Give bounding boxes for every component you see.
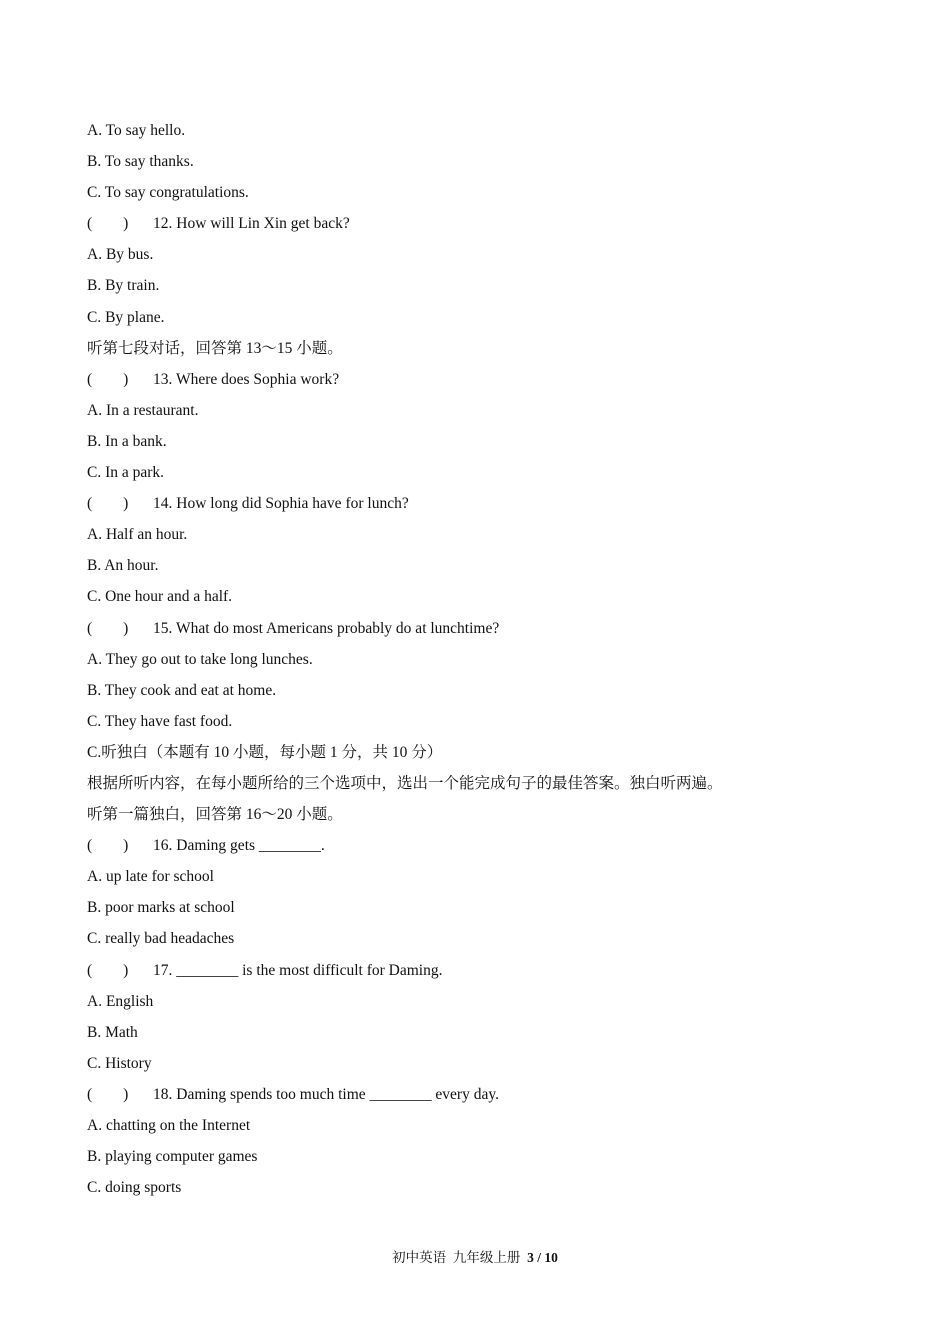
option-line: A. chatting on the Internet: [87, 1117, 251, 1134]
answer-blank: ( ): [87, 619, 129, 637]
question-line: [87, 835, 887, 866]
option-line: B. An hour.: [87, 557, 159, 575]
option-line: C. doing sports: [87, 1179, 182, 1197]
option-line: A. Half an hour.: [87, 526, 188, 544]
option-line: C. In a park.: [87, 464, 165, 482]
answer-blank: ( ): [87, 370, 129, 388]
option-line: C. really bad headaches: [87, 930, 235, 948]
option-line: C. By plane.: [87, 308, 165, 326]
option-line: B. They cook and eat at home.: [87, 681, 277, 699]
footer-separator: /: [537, 1250, 541, 1265]
question-line: [87, 493, 887, 524]
question-text: 17. ________ is the most difficult for Daming.: [153, 961, 443, 979]
section-heading: C.听独白（本题有 10 小题，每小题 1 分，共 10 分）: [87, 743, 443, 761]
question-text: 13. Where does Sophia work?: [153, 370, 340, 388]
option-line: A. To say hello.: [87, 122, 186, 139]
option-line: B. By train.: [87, 277, 160, 295]
instruction-line: 根据所听内容，在每小题所给的三个选项中，选出一个能完成句子的最佳答案。独白听两遍。: [87, 774, 723, 792]
option-line: C. To say congratulations.: [87, 184, 249, 202]
option-line: B. Math: [87, 1023, 138, 1041]
page-footer: [0, 1246, 950, 1266]
option-line: B. In a bank.: [87, 432, 167, 450]
instruction-line: 听第一篇独白，回答第 16～20 小题。: [87, 806, 343, 824]
option-line: C. History: [87, 1054, 152, 1072]
question-line: [87, 1084, 887, 1115]
question-text: 16. Daming gets ________.: [153, 837, 325, 855]
footer-grade: 九年级上册: [452, 1250, 521, 1265]
answer-blank: ( ): [87, 961, 129, 979]
footer-total-pages: 10: [544, 1250, 558, 1265]
option-line: A. They go out to take long lunches.: [87, 650, 313, 668]
option-line: A. By bus.: [87, 246, 154, 264]
answer-blank: ( ): [87, 837, 129, 855]
footer-course: 初中英语: [392, 1250, 447, 1265]
question-text: 14. How long did Sophia have for lunch?: [153, 495, 409, 513]
instruction-line: 听第七段对话，回答第 13～15 小题。: [87, 339, 343, 357]
question-text: 12. How will Lin Xin get back?: [153, 215, 350, 233]
option-line: C. They have fast food.: [87, 712, 233, 730]
question-text: 18. Daming spends too much time ________ every day.: [153, 1085, 499, 1103]
option-line: C. One hour and a half.: [87, 588, 233, 606]
option-line: A. English: [87, 992, 154, 1010]
option-line: B. To say thanks.: [87, 153, 194, 171]
question-text: 15. What do most Americans probably do at lunchtime?: [153, 619, 500, 637]
answer-blank: ( ): [87, 495, 129, 513]
question-line: [87, 960, 887, 991]
question-line: [87, 213, 887, 244]
answer-blank: ( ): [87, 215, 129, 233]
answer-blank: ( ): [87, 1085, 129, 1103]
option-line: B. poor marks at school: [87, 899, 235, 917]
content-lines: [87, 120, 887, 1208]
question-line: [87, 369, 887, 400]
option-line: A. up late for school: [87, 868, 214, 886]
footer-page-number: 3: [527, 1250, 534, 1265]
option-line: A. In a restaurant.: [87, 401, 199, 419]
option-line: B. playing computer games: [87, 1148, 258, 1166]
question-line: [87, 618, 887, 649]
